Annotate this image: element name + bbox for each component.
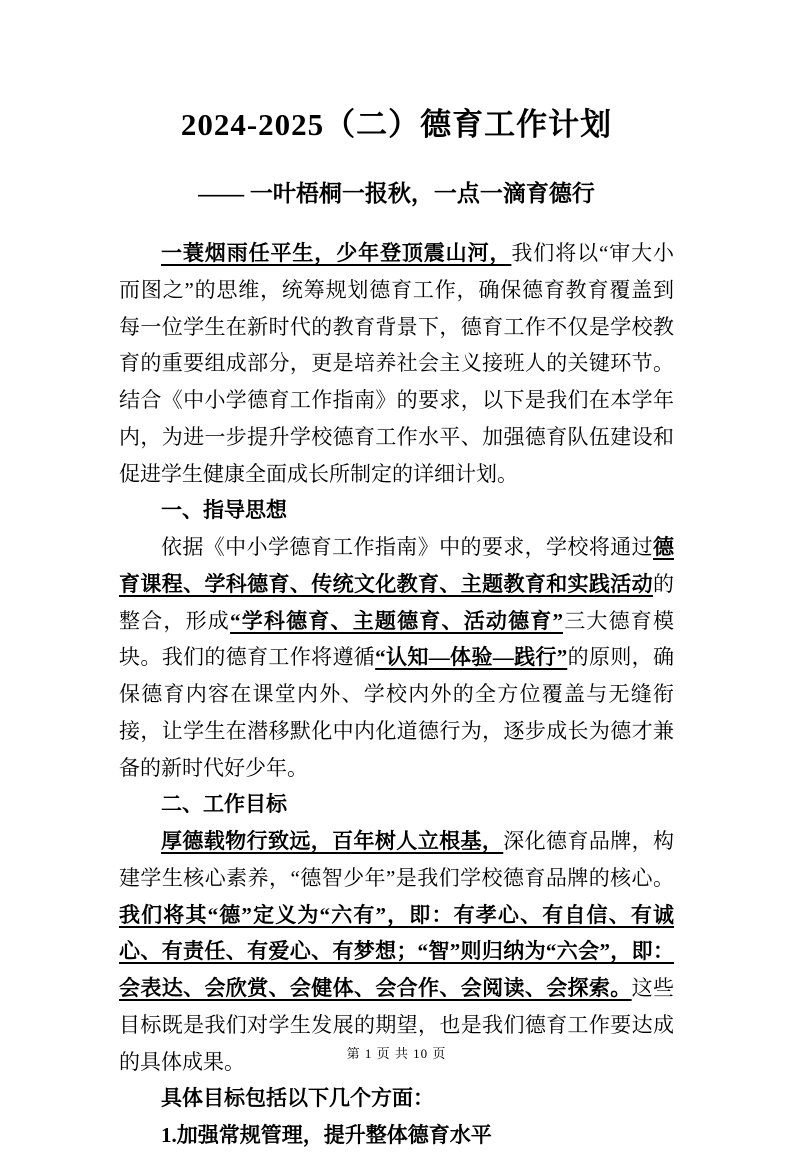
text-run: 一蓑烟雨任平生，少年登顶震山河， [161, 241, 512, 266]
text-run: 二、工作目标 [161, 792, 287, 817]
text-run: 我们将其“德”定义为“六有”，即：有孝心、有自信、有诚心、有责任、有爱心、有梦想；“智”则归纳为“六会”，即：会表达、会欣赏、会健体、会合作、会阅读、会探索。 [119, 902, 674, 1001]
text-run: “学科德育、主题德育、活动德育” [230, 608, 563, 633]
text-run: 我们将以“审大小而图之”的思维，统筹规划德育工作，确保德育教育覆盖到每一位学生在新时代的教育背景下，德育工作不仅是学校教育的重要组成部分，更是培养社会主义接班人的关键环节。结合《中小学德育工作指南》的要求，以下是我们在本学年内，为进一步提升学校德育工作水平、加强德育队伍建设和促进学生健康全面成长所制定的详细计划。 [119, 241, 675, 486]
document-title: 2024-2025（二）德育工作计划 [180, 107, 613, 142]
text-run: 1.加强常规管理，提升整体德育水平 [161, 1123, 492, 1148]
text-run: 的整合，形成 [119, 571, 674, 633]
text-run: “认知—体验—践行” [375, 645, 568, 670]
paragraph [119, 823, 674, 1080]
document-body [119, 235, 674, 1154]
text-run: 依据《中小学德育工作指南》中的要求，学校将通过 [161, 535, 653, 560]
page-footer [0, 1043, 793, 1062]
text-run: 深化德育品牌，构建学生核心素养，“德智少年”是我们学校德育品牌的核心。 [119, 829, 675, 890]
paragraph [119, 529, 674, 786]
page-number-text: 第 1 页 共 10 页 [346, 1046, 447, 1061]
paragraph [119, 235, 674, 492]
section-heading [119, 786, 674, 823]
text-run: 这些目标既是我们对学生发展的期望，也是我们德育工作要达成的具体成果。 [119, 976, 675, 1074]
text-run: 厚德载物行致远，百年树人立根基， [161, 829, 504, 854]
text-run: 德育课程、学科德育、传统文化教育、主题教育和实践活动 [119, 535, 674, 596]
paragraph [119, 1080, 674, 1117]
document-subtitle: —— 一叶梧桐一报秋，一点一滴育德行 [198, 181, 595, 207]
text-run: 具体目标包括以下几个方面： [161, 1086, 434, 1111]
paragraph [119, 1117, 674, 1154]
section-heading [119, 492, 674, 529]
text-run: 一、指导思想 [161, 498, 287, 523]
text-run: 的原则，确保德育内容在课堂内外、学校内外的全方位覆盖与无缝衔接，让学生在潜移默化中内化道德行为，逐步成长为德才兼备的新时代好少年。 [119, 645, 675, 780]
text-run: 三大德育模块。我们的德育工作将遵循 [119, 608, 674, 670]
